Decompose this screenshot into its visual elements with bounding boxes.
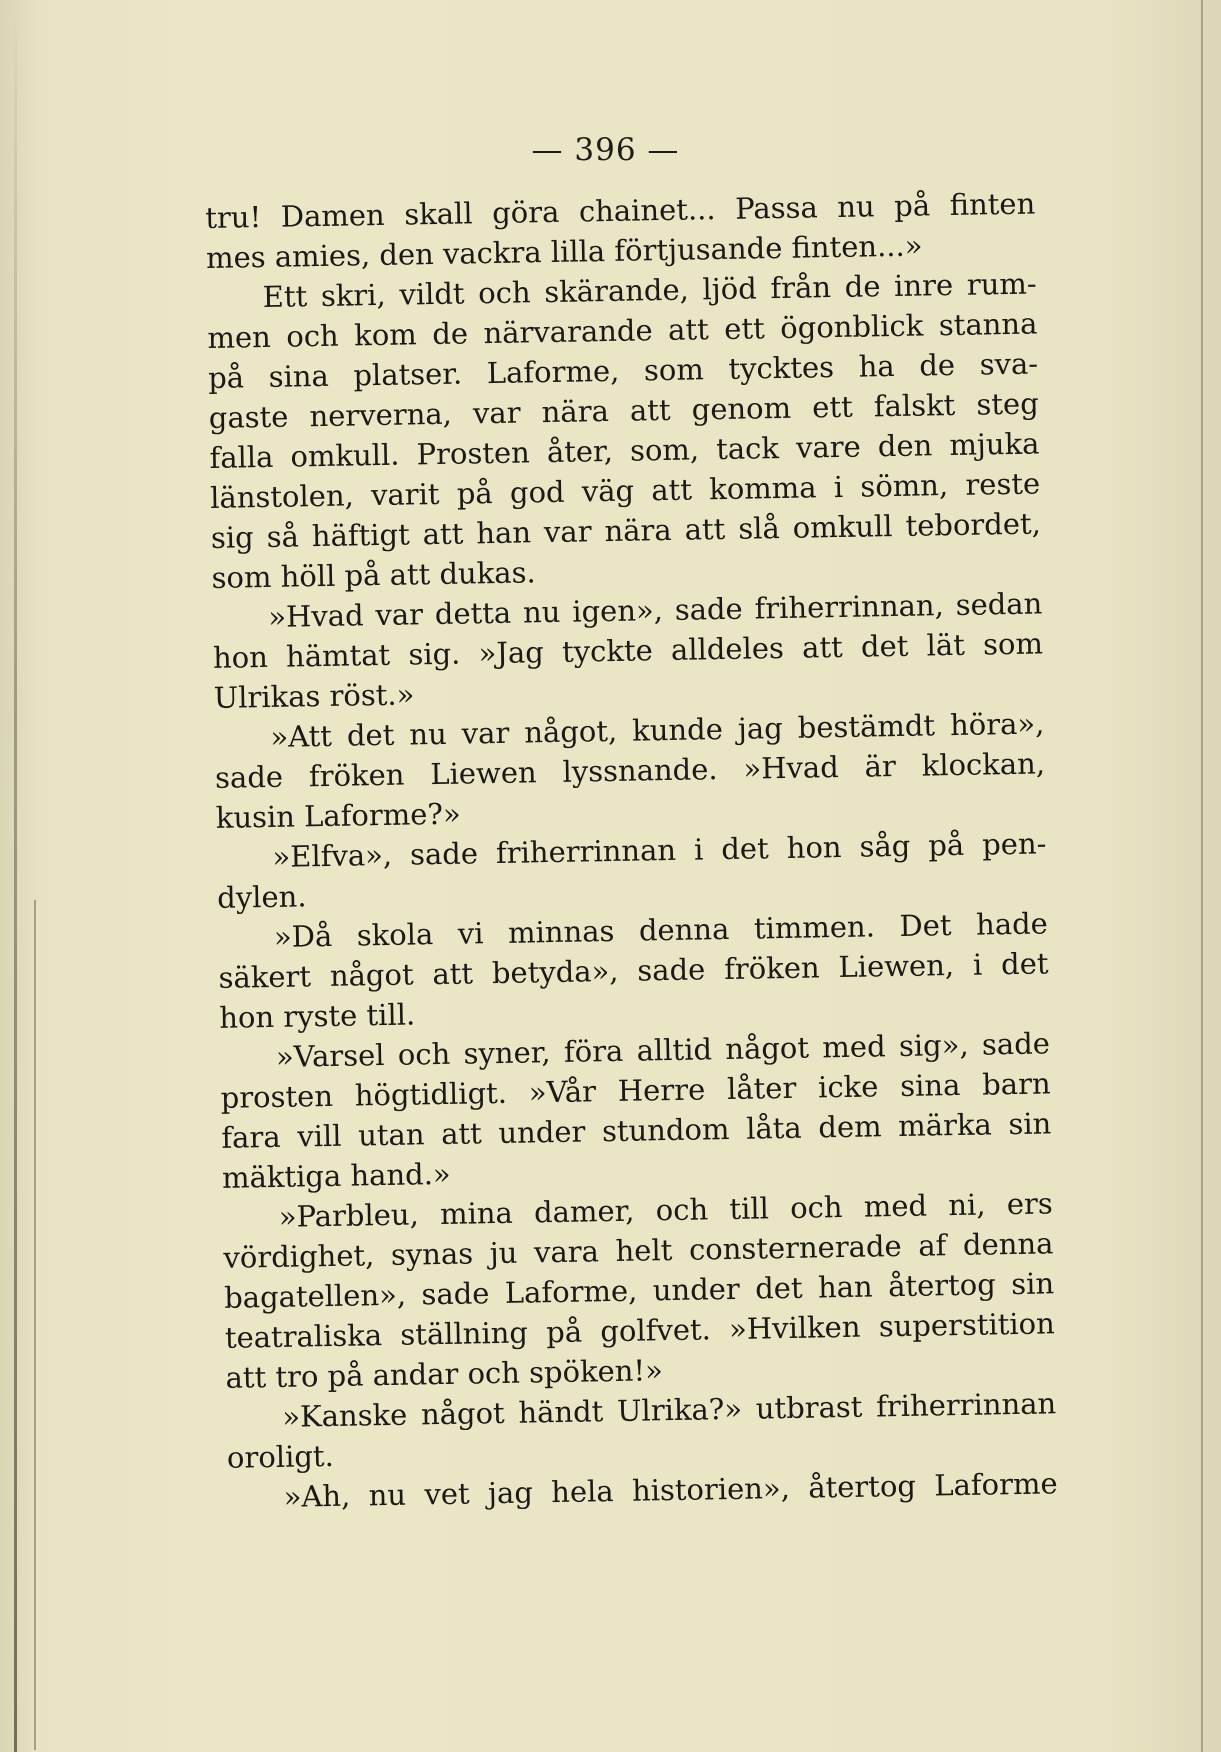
text-line: men och kom de närvarande att ett ögonblick stanna <box>207 306 1038 355</box>
text-line: mäktiga hand.» <box>221 1156 451 1195</box>
binding-shadow <box>14 0 17 1752</box>
text-line: »Varsel och syner, föra alltid något med sig», sade <box>275 1026 1051 1074</box>
text-line: »Kanske något händt Ulrika?» utbrast friherrinnan <box>281 1386 1057 1434</box>
text-line: bagatellen», sade Laforme, under det han återtog sin <box>223 1266 1055 1315</box>
text-line: mes amies, den vackra lilla förtjusande finten...» <box>205 228 923 275</box>
text-line: oroligt. <box>226 1438 335 1475</box>
text-line: teatraliska ställning på golfvet. »Hvilken superstition <box>224 1306 1056 1355</box>
text-line: hon ryste till. <box>219 997 416 1035</box>
text-line: sade fröken Liewen lyssnande. »Hvad är klockan, <box>214 746 1046 795</box>
text-line: vördighet, synas ju vara helt consternerade af denna <box>223 1226 1054 1275</box>
text-line: på sina platser. Laforme, som tycktes ha de sva- <box>207 346 1039 395</box>
text-line: gaste nerverna, var nära att genom ett falskt steg <box>208 386 1040 435</box>
text-line: att tro på andar och spöken!» <box>225 1353 664 1395</box>
text-line: länstolen, varit på god väg att komma i sömn, reste <box>209 466 1041 515</box>
text-line: »Då skola vi minnas denna timmen. Det hade <box>273 906 1049 954</box>
text-line: hon hämtat sig. »Jag tyckte alldeles att det lät som <box>212 626 1044 675</box>
text-line: »Ah, nu vet jag hela historien», återtog Laforme <box>283 1466 1058 1514</box>
text-line: tru! Damen skall göra chainet... Passa nu på finten <box>205 186 1036 235</box>
text-line: som höll på att dukas. <box>211 555 536 595</box>
text-line: prosten högtidligt. »Vår Herre låter icke sina barn <box>220 1066 1051 1115</box>
page-number: — 396 — <box>531 132 680 168</box>
text-line: kusin Laforme?» <box>215 796 461 835</box>
text-line: Ulrikas röst.» <box>213 677 415 715</box>
text-line: »Hvad var detta nu igen», sade friherrinnan, sedan <box>268 586 1043 634</box>
text-line: fara vill utan att under stundom låta dem märka sin <box>221 1106 1052 1155</box>
text-line: »Parbleu, mina damer, och till och med ni, ers <box>278 1186 1053 1234</box>
body-text <box>205 184 1058 1518</box>
page-edge <box>1201 0 1203 1752</box>
text-line: falla omkull. Prosten åter, som, tack vare den mjuka <box>209 426 1040 475</box>
text-line: »Elfva», sade friherrinnan i det hon såg på pen- <box>272 826 1047 874</box>
text-line: säkert något att betyda», sade fröken Liewen, i det <box>218 946 1049 995</box>
text-line: sig så häftigt att han var nära att slå omkull tebordet, <box>210 506 1042 555</box>
text-line: »Att det nu var något, kunde jag bestämdt höra», <box>270 706 1045 754</box>
text-line: Ett skri, vildt och skärande, ljöd från de inre rum- <box>262 266 1037 315</box>
text-line: dylen. <box>216 879 307 915</box>
binding-edge <box>34 900 36 1750</box>
